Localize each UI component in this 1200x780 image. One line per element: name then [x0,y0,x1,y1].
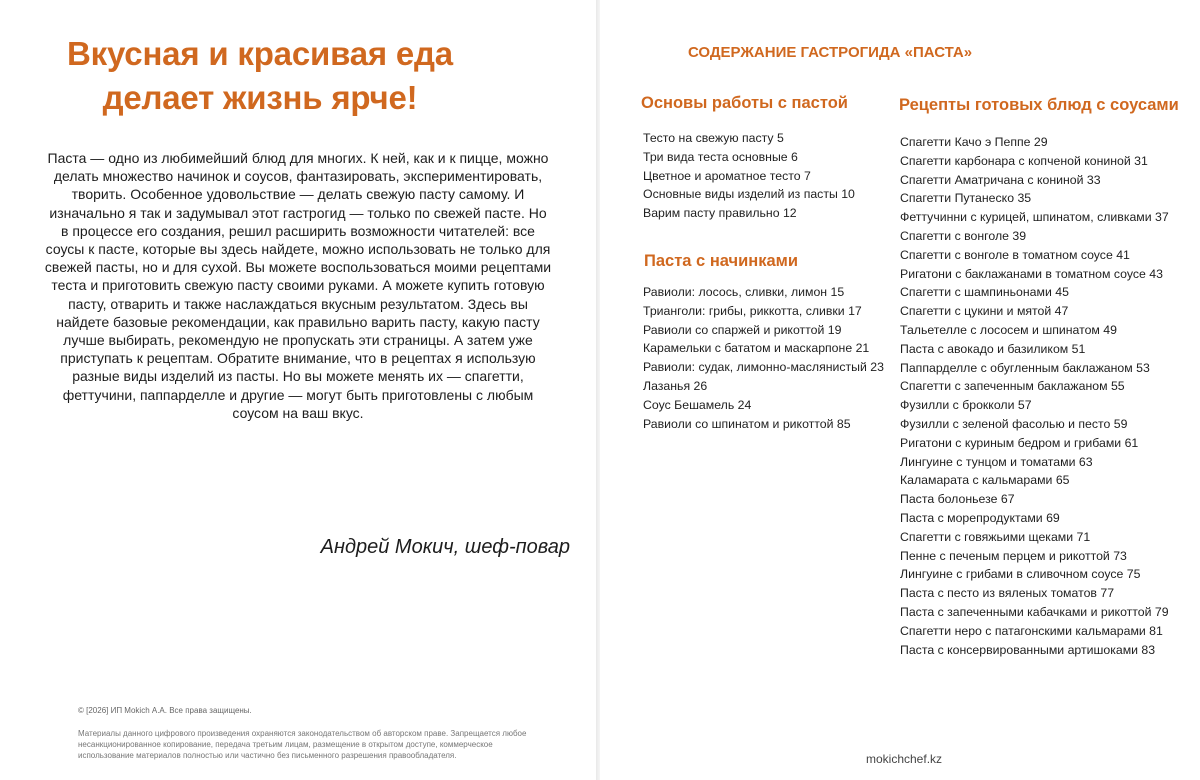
toc-item[interactable]: Карамельки с бататом и маскарпоне 21 [643,341,870,356]
section-heading-basics: Основы работы с пастой [641,94,848,112]
toc-item[interactable]: Каламарата с кальмарами 65 [900,473,1070,488]
toc-item[interactable]: Спагетти Аматричана с кониной 33 [900,172,1101,187]
toc-item[interactable]: Паста с запеченными кабачками и рикоттой 79 [900,604,1169,619]
toc-item[interactable]: Цветное и ароматное тесто 7 [643,168,811,183]
toc-item[interactable]: Равиоли со шпинатом и рикоттой 85 [643,416,851,431]
toc-item[interactable]: Варим пасту правильно 12 [643,206,797,221]
toc-item[interactable]: Паста с консервированными артишоками 83 [900,642,1156,657]
toc-item[interactable]: Паста с песто из вяленых томатов 77 [900,586,1115,601]
toc-item[interactable]: Фузилли с зеленой фасолью и песто 59 [900,416,1128,431]
toc-item[interactable]: Спагетти с цукини и мятой 47 [900,304,1069,319]
headline [0,32,520,120]
toc-item[interactable]: Пенне с печеным перцем и рикоттой 73 [900,548,1127,563]
headline-line-1: Вкусная и красивая еда [67,35,453,72]
toc-item[interactable]: Равиоли со спаржей и рикоттой 19 [643,322,842,337]
intro-paragraph: Паста — одно из любимейший блюд для многих. К ней, как и к пицце, можно делать множество начинок и соусов, фантазировать, экспериментировать, творить. Особенное удовольствие — делать свежую пасту самому. И изначально я так и задумывал этот гастрогид — только по свежей пасте. Но в процессе его создания, решил расширить возможности читателей: все соусы к пасте, которые вы здесь найдете, можно использовать не только для свежей пасты, но и для сухой. Вы можете воспользоваться моими рецептами теста и приготовить свежую пасту своими руками. А можете купить готовую пасту, отварить и также наслаждаться вкусным результатом. Здесь вы найдете базовые рекомендации, как правильно варить пасту, какую пасту лучше выбирать, рекомендую не пропускать эти страницы. А затем уже приступать к рецептам. Обратите внимание, что в рецептах я использую разные виды изделий из пасты. Но вы можете менять их — спагетти, феттучини, паппарделле и другие — могут быть приготовлены с любым соусом на ваш вкус. [44,150,552,421]
toc-item[interactable]: Равиоли: лосось, сливки, лимон 15 [643,285,845,299]
toc-list-filled [643,283,884,433]
toc-item[interactable]: Паста болоньезе 67 [900,492,1015,507]
left-page [0,0,596,780]
site-url[interactable]: mokichchef.kz [866,752,943,766]
toc-item[interactable]: Спагетти Путанеско 35 [900,191,1032,206]
toc-item[interactable]: Тальетелле с лососем и шпинатом 49 [900,322,1117,337]
toc-item[interactable]: Трианголи: грибы, риккотта, сливки 17 [643,303,862,318]
toc-item[interactable]: Соус Бешамель 24 [643,397,752,412]
toc-item[interactable]: Спагетти с говяжьими щеками 71 [900,529,1091,544]
toc-item[interactable]: Основные виды изделий из пасты 10 [643,187,855,202]
toc-item[interactable]: Феттучинни с курицей, шпинатом, сливками 37 [900,210,1169,225]
copyright-notice: © [2026] ИП Mokich А.А. Все права защищены. [78,706,252,715]
toc-item[interactable]: Спагетти с запеченным баклажаном 55 [900,379,1125,394]
toc-item[interactable]: Лингуине с грибами в сливочном соусе 75 [900,567,1141,582]
toc-list-recipes [900,133,1169,659]
toc-item[interactable]: Паста с морепродуктами 69 [900,510,1060,525]
section-heading-filled: Паста с начинками [644,252,799,270]
toc-item[interactable]: Ригатони с баклажанами в томатном соусе 43 [900,266,1163,281]
toc-item[interactable]: Спагетти с шампиньонами 45 [900,285,1069,300]
toc-title: СОДЕРЖАНИЕ ГАСТРОГИДА «ПАСТА» [687,44,973,61]
headline-line-2: делает жизнь ярче! [102,79,418,116]
toc-item[interactable]: Спагетти с вонголе в томатном соусе 41 [900,247,1130,262]
toc-item[interactable]: Спагетти карбонара с копченой кониной 31 [900,153,1148,168]
legal-notice: Материалы данного цифрового произведения охраняются законодательством об авторском праве. Запрещается любое несанкционированное копирование, передача третьим лицам, размещение в открытом доступе, коммерческое использование материалов полностью или частично без письменного разрешения правообладателя. [78,729,527,760]
toc-item[interactable]: Ригатони с куриным бедром и грибами 61 [900,435,1139,450]
toc-item[interactable]: Тесто на свежую пасту 5 [643,131,784,145]
toc-item[interactable]: Паста с авокадо и базиликом 51 [900,341,1086,356]
toc-item[interactable]: Спагетти Качо э Пеппе 29 [900,135,1048,149]
toc-item[interactable]: Лингуине с тунцом и томатами 63 [900,454,1093,469]
toc-item[interactable]: Лазанья 26 [643,378,708,393]
toc-item[interactable]: Фузилли с брокколи 57 [900,398,1032,413]
toc-item[interactable]: Три вида теста основные 6 [643,149,798,164]
toc-list-basics [643,129,855,223]
toc-item[interactable]: Паппарделле с обугленным баклажаном 53 [900,360,1150,375]
section-heading-recipes: Рецепты готовых блюд с соусами [899,96,1179,114]
toc-item[interactable]: Спагетти с вонголе 39 [900,228,1027,243]
author-signature: Андрей Мокич, шеф-повар [320,536,570,558]
toc-item[interactable]: Спагетти неро с патагонскими кальмарами 81 [900,623,1163,638]
toc-item[interactable]: Равиоли: судак, лимонно-маслянистый 23 [643,360,884,375]
